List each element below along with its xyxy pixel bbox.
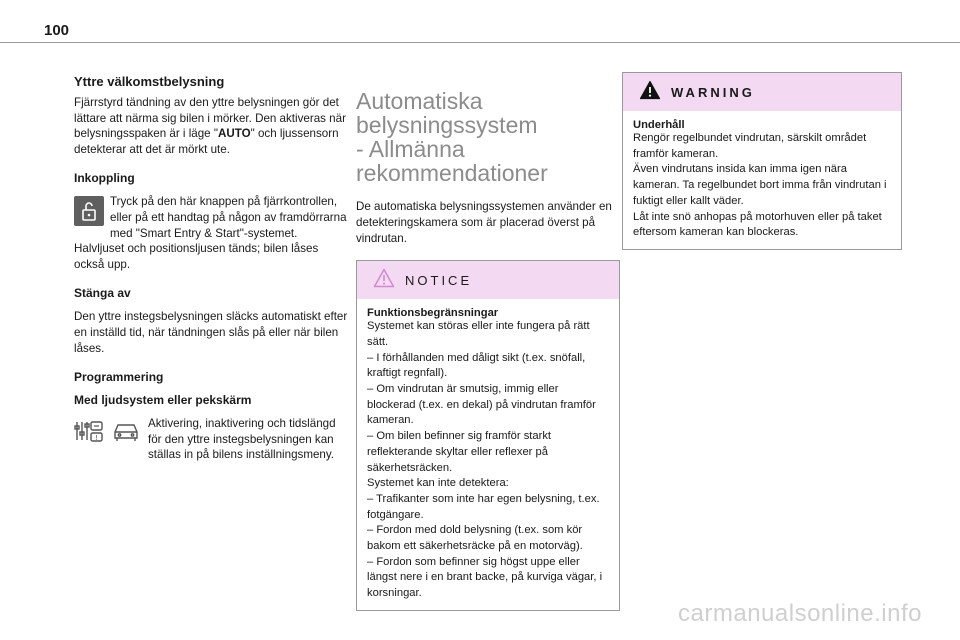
notice-line: Systemet kan inte detektera: bbox=[367, 477, 509, 490]
notice-header bbox=[357, 261, 619, 299]
notice-label: NOTICE bbox=[405, 272, 473, 288]
chapter-title-line: belysningssystem bbox=[356, 112, 538, 139]
notice-line: Systemet kan störas eller inte fungera på rätt sätt. bbox=[367, 320, 590, 348]
notice-box bbox=[356, 260, 620, 611]
warning-box bbox=[622, 72, 902, 250]
notice-line: – I förhållanden med dåligt sikt (t.ex. snöfall, kraftigt regnfall). bbox=[367, 351, 586, 380]
warning-body bbox=[623, 111, 901, 249]
heading-programmering: Programmering bbox=[74, 370, 164, 385]
auto-keyword: AUTO bbox=[217, 127, 251, 141]
warning-line: Låt inte snö anhopas på motorhuven eller på taket eftersom kameran kan blockeras. bbox=[633, 210, 882, 239]
chapter-intro: De automatiska belysningssystemen använder en detekteringskamera som är placerad överst på vindrutan. bbox=[356, 200, 612, 245]
notice-heading: Funktionsbegränsningar bbox=[367, 307, 499, 320]
notice-line: – Fordon som befinner sig högst uppe eller längst nere i en brant backe, på kurviga vägar, i korsningar. bbox=[367, 555, 603, 600]
heading-inkoppling: Inkoppling bbox=[74, 171, 135, 186]
warning-triangle-outline-icon bbox=[373, 268, 395, 293]
stanga-av-text: Den yttre instegsbelysningen släcks automatiskt efter en inställd tid, när tändningen slås på eller när bilen låses. bbox=[74, 310, 348, 355]
chapter-title bbox=[356, 89, 620, 185]
warning-line: Även vindrutans insida kan imma igen nära kameran. Ta regelbundet bort imma från vindrutan i fuktigt eller kallt väder. bbox=[633, 163, 887, 207]
inkoppling-text-2: Halvljuset och positionsljusen tänds; bilen låses också upp. bbox=[74, 242, 319, 271]
icon-pair bbox=[74, 418, 140, 449]
warning-header bbox=[623, 73, 901, 111]
notice-line: – Trafikanter som inte har egen belysning, t.ex. fotgängare. bbox=[367, 492, 600, 521]
notice-line: – Om vindrutan är smutsig, immig eller blockerad (t.ex. en dekal) på vindrutan framför kameran. bbox=[367, 383, 596, 427]
warning-heading: Underhåll bbox=[633, 119, 685, 131]
warning-label: WARNING bbox=[671, 84, 755, 100]
column-right bbox=[622, 72, 902, 250]
inkoppling-block bbox=[74, 194, 348, 272]
chapter-title-line: Automatiska bbox=[356, 88, 483, 115]
chapter-title-line: rekommendationer bbox=[356, 160, 548, 187]
heading-stanga-av: Stänga av bbox=[74, 286, 131, 301]
watermark: carmanualsonline.info bbox=[678, 600, 922, 627]
inkoppling-text: Tryck på den här knappen på fjärrkontrollen, eller på ett handtag på någon av framdörrarna med "Smart Entry & Start"-systemet. bbox=[110, 195, 347, 240]
header-rule bbox=[0, 42, 960, 43]
heading-ljudsystem: Med ljudsystem eller pekskärm bbox=[74, 393, 252, 408]
intro-paragraph: Fjärrstyrd tändning av den yttre belysningen gör det lättare att närma sig bilen i mörker. Den aktiveras när belysningsspaken är i läge "AUTO" och ljussensorn detekterar att det är mörkt ute. bbox=[74, 96, 346, 156]
car-icon bbox=[112, 418, 140, 449]
page-number: 100 bbox=[44, 22, 70, 39]
svg-text:!: ! bbox=[95, 434, 98, 443]
programmering-block bbox=[74, 416, 348, 463]
chapter-title-line: - Allmänna bbox=[356, 136, 465, 163]
column-middle bbox=[356, 74, 620, 611]
section-title: Yttre välkomstbelysning bbox=[74, 74, 225, 89]
unlock-remote-icon bbox=[74, 196, 104, 231]
warning-line: Rengör regelbundet vindrutan, särskilt området framför kameran. bbox=[633, 132, 867, 160]
settings-menu-icon bbox=[74, 418, 104, 449]
warning-triangle-filled-icon bbox=[639, 80, 661, 105]
programmering-text: Aktivering, inaktivering och tidslängd för den yttre instegsbelysningen kan ställas in på bilens inställningsmeny. bbox=[148, 417, 336, 462]
notice-body bbox=[357, 299, 619, 610]
column-left bbox=[74, 74, 348, 463]
notice-line: – Om bilen befinner sig framför starkt reflekterande skyltar eller reflexer på säkerhetsräcken. bbox=[367, 430, 552, 474]
notice-line: – Fordon med dold belysning (t.ex. som kör bakom ett säkerhetsräcke på en motorväg). bbox=[367, 524, 583, 553]
